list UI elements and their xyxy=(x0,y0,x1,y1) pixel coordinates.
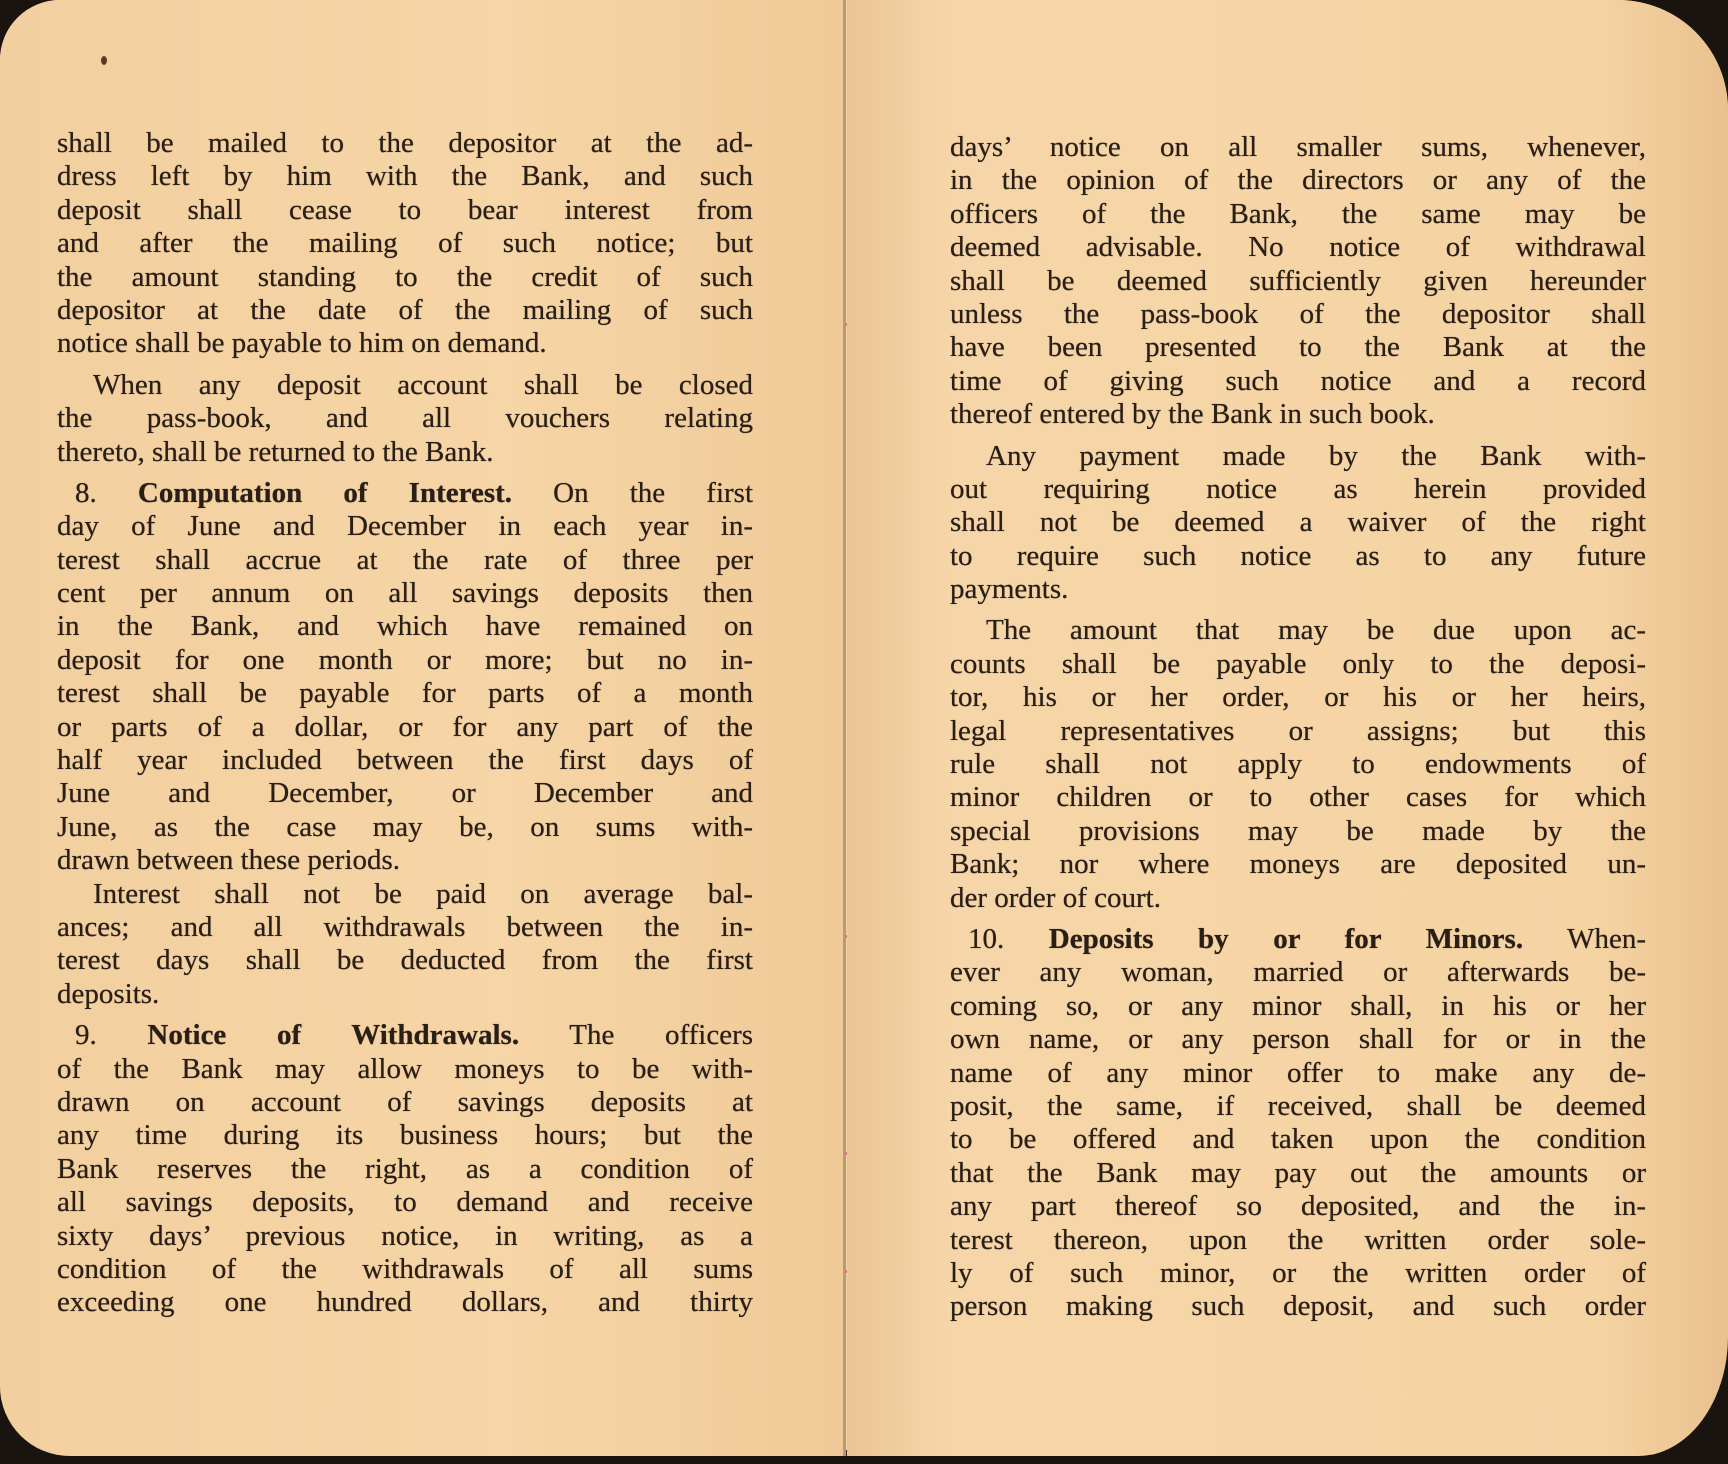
line-text: dress left by him with the Bank, and such xyxy=(57,160,753,193)
line-text: The officers xyxy=(569,1019,754,1052)
text-line xyxy=(950,331,1646,364)
line-text: any part thereof so deposited, and the in- xyxy=(950,1190,1646,1223)
line-text: days’ notice on all smaller sums, whenever, xyxy=(950,131,1646,163)
line-text: The amount that may be due upon ac- xyxy=(986,614,1646,647)
text-line xyxy=(950,506,1646,539)
line-text: thereto, shall be returned to the Bank. xyxy=(57,435,494,468)
line-text: out requiring notice as herein provided xyxy=(950,472,1646,505)
text-line xyxy=(950,198,1646,231)
line-text: cent per annum on all savings deposits then xyxy=(57,577,753,610)
line-text: Interest shall not be paid on average bal- xyxy=(93,877,753,910)
line-text: name of any minor offer to make any de- xyxy=(950,1056,1646,1089)
text-line xyxy=(950,398,1646,431)
page-gutter xyxy=(843,0,846,1456)
text-line xyxy=(57,160,753,193)
line-text: On the first xyxy=(553,476,754,509)
line-text: any time during its business hours; but the xyxy=(57,1119,753,1152)
text-line xyxy=(57,1053,753,1086)
text-line xyxy=(950,1190,1646,1223)
text-line xyxy=(950,681,1646,714)
line-text: shall be deemed sufficiently given hereunder xyxy=(950,264,1646,297)
text-line xyxy=(57,844,753,877)
line-text: in the opinion of the directors or any of the xyxy=(950,164,1646,197)
section-number: 9. xyxy=(75,1019,97,1052)
line-text: Bank reserves the right, as a condition of xyxy=(57,1152,753,1185)
line-text: deposit shall cease to bear interest from xyxy=(57,193,753,226)
line-text: coming so, or any minor shall, in his or her xyxy=(950,989,1646,1022)
text-line xyxy=(950,956,1646,989)
line-text: terest shall be payable for parts of a month xyxy=(57,677,753,710)
line-text: special provisions may be made by the xyxy=(950,814,1646,847)
text-line xyxy=(950,1057,1646,1090)
line-text: shall be mailed to the depositor at the ad- xyxy=(57,127,753,159)
text-line xyxy=(950,473,1646,506)
text-line xyxy=(57,1220,753,1253)
line-text: legal representatives or assigns; but this xyxy=(950,714,1646,747)
text-line xyxy=(57,878,753,911)
text-line xyxy=(57,911,753,944)
text-line xyxy=(57,677,753,710)
line-text: and after the mailing of such notice; but xyxy=(57,227,753,260)
text-line xyxy=(57,1086,753,1119)
text-line xyxy=(950,573,1646,606)
text-line xyxy=(57,369,753,402)
line-text: posit, the same, if received, shall be deemed xyxy=(950,1089,1646,1122)
text-line xyxy=(57,1253,753,1286)
line-text: drawn on account of savings deposits at xyxy=(57,1085,753,1118)
line-text: officers of the Bank, the same may be xyxy=(950,197,1646,230)
text-line xyxy=(57,436,753,469)
line-text: the amount standing to the credit of such xyxy=(57,260,753,293)
text-line xyxy=(57,811,753,844)
section-heading: Deposits by or for Minors. xyxy=(1048,922,1524,955)
paragraph xyxy=(57,878,753,1012)
line-text: ances; and all withdrawals between the in- xyxy=(57,910,753,943)
text-line xyxy=(950,815,1646,848)
line-text: rule shall not apply to endowments of xyxy=(950,748,1646,781)
text-line xyxy=(950,715,1646,748)
right-page xyxy=(847,0,1728,1456)
text-line xyxy=(950,648,1646,681)
line-text: notice shall be payable to him on demand. xyxy=(57,327,547,360)
text-line xyxy=(57,644,753,677)
line-text: exceeding one hundred dollars, and thirty xyxy=(57,1286,753,1319)
left-page xyxy=(0,0,845,1456)
text-line xyxy=(950,131,1646,164)
line-text: terest thereon, upon the written order sole- xyxy=(950,1223,1646,1256)
line-text: terest days shall be deducted from the first xyxy=(57,944,753,977)
text-line xyxy=(950,748,1646,781)
text-line xyxy=(950,365,1646,398)
text-line xyxy=(950,164,1646,197)
line-text: that the Bank may pay out the amounts or xyxy=(950,1156,1646,1189)
paragraph xyxy=(57,127,753,361)
text-line xyxy=(950,1157,1646,1190)
text-line xyxy=(950,882,1646,915)
line-text: day of June and December in each year in- xyxy=(57,510,753,543)
text-line xyxy=(950,440,1646,473)
line-text: thereof entered by the Bank in such book. xyxy=(950,398,1435,431)
line-text: time of giving such notice and a record xyxy=(950,364,1646,397)
line-text: of the Bank may allow moneys to be with- xyxy=(57,1052,753,1085)
text-line xyxy=(950,298,1646,331)
paragraph xyxy=(950,614,1646,915)
line-text: to require such notice as to any future xyxy=(950,539,1646,572)
line-text: person making such deposit, and such order xyxy=(950,1290,1646,1323)
line-text: depositor at the date of the mailing of such xyxy=(57,293,753,326)
line-text: der order of court. xyxy=(950,881,1161,914)
paragraph xyxy=(57,369,753,469)
text-line xyxy=(950,614,1646,647)
line-text: condition of the withdrawals of all sums xyxy=(57,1252,753,1285)
text-line xyxy=(950,781,1646,814)
text-line xyxy=(950,265,1646,298)
text-line xyxy=(57,227,753,260)
text-line xyxy=(57,610,753,643)
text-line xyxy=(950,1023,1646,1056)
text-line xyxy=(950,231,1646,264)
text-line xyxy=(57,1119,753,1152)
text-line xyxy=(57,944,753,977)
line-text: June, as the case may be, on sums with- xyxy=(57,810,753,843)
line-text: terest shall accrue at the rate of three per xyxy=(57,543,753,576)
section-heading: Computation of Interest. xyxy=(137,476,513,509)
line-text: half year included between the first days of xyxy=(57,744,753,777)
line-text: ly of such minor, or the written order of xyxy=(950,1256,1646,1289)
text-line xyxy=(950,1090,1646,1123)
text-line xyxy=(950,1224,1646,1257)
line-text: deposits. xyxy=(57,977,160,1010)
line-text: in the Bank, and which have remained on xyxy=(57,610,753,643)
line-text: When- xyxy=(1567,922,1646,955)
text-line xyxy=(57,261,753,294)
line-text: all savings deposits, to demand and receive xyxy=(57,1186,753,1219)
text-line xyxy=(57,127,753,160)
section-heading: Notice of Withdrawals. xyxy=(147,1019,520,1052)
paragraph xyxy=(950,440,1646,607)
line-text: When any deposit account shall be closed xyxy=(93,368,753,401)
line-text: ever any woman, married or afterwards be- xyxy=(950,956,1646,989)
left-page-text xyxy=(57,127,753,1320)
line-text: shall not be deemed a waiver of the right xyxy=(950,506,1646,539)
line-text: tor, his or her order, or his or her heirs, xyxy=(950,681,1646,714)
line-text: payments. xyxy=(950,573,1069,606)
text-line xyxy=(950,990,1646,1023)
section-paragraph xyxy=(57,1019,753,1320)
line-text: have been presented to the Bank at the xyxy=(950,331,1646,364)
line-text: or parts of a dollar, or for any part of the xyxy=(57,710,753,743)
ink-spot xyxy=(101,56,107,65)
text-line xyxy=(57,194,753,227)
text-line xyxy=(57,744,753,777)
line-text: the pass-book, and all vouchers relating xyxy=(57,402,753,435)
text-line xyxy=(950,1123,1646,1156)
line-text: Bank; nor where moneys are deposited un- xyxy=(950,848,1646,881)
line-text: minor children or to other cases for which xyxy=(950,781,1646,814)
text-line xyxy=(950,1290,1646,1323)
text-line xyxy=(57,1019,753,1052)
text-line xyxy=(57,777,753,810)
line-text: sixty days’ previous notice, in writing, as a xyxy=(57,1219,753,1252)
text-line xyxy=(57,402,753,435)
text-line xyxy=(57,1286,753,1319)
text-line xyxy=(57,510,753,543)
text-line xyxy=(57,1186,753,1219)
text-line xyxy=(950,1257,1646,1290)
text-line xyxy=(950,923,1646,956)
text-line xyxy=(57,577,753,610)
line-text: deemed advisable. No notice of withdrawal xyxy=(950,231,1646,264)
line-text: June and December, or December and xyxy=(57,777,753,810)
text-line xyxy=(57,294,753,327)
text-line xyxy=(950,540,1646,573)
text-line xyxy=(57,327,753,360)
text-line xyxy=(57,1153,753,1186)
section-number: 10. xyxy=(968,922,1005,955)
section-paragraph xyxy=(57,477,753,878)
section-paragraph xyxy=(950,923,1646,1324)
text-line xyxy=(57,711,753,744)
text-line xyxy=(950,848,1646,881)
section-number: 8. xyxy=(75,476,97,509)
line-text: deposit for one month or more; but no in- xyxy=(57,643,753,676)
text-line xyxy=(57,477,753,510)
line-text: own name, or any person shall for or in the xyxy=(950,1023,1646,1056)
line-text: Any payment made by the Bank with- xyxy=(986,439,1646,472)
line-text: drawn between these periods. xyxy=(57,844,401,877)
text-line xyxy=(57,544,753,577)
line-text: unless the pass-book of the depositor shall xyxy=(950,297,1646,330)
right-page-text xyxy=(950,131,1646,1324)
text-line xyxy=(57,978,753,1011)
paragraph xyxy=(950,131,1646,432)
line-text: to be offered and taken upon the condition xyxy=(950,1123,1646,1156)
line-text: counts shall be payable only to the deposi- xyxy=(950,647,1646,680)
